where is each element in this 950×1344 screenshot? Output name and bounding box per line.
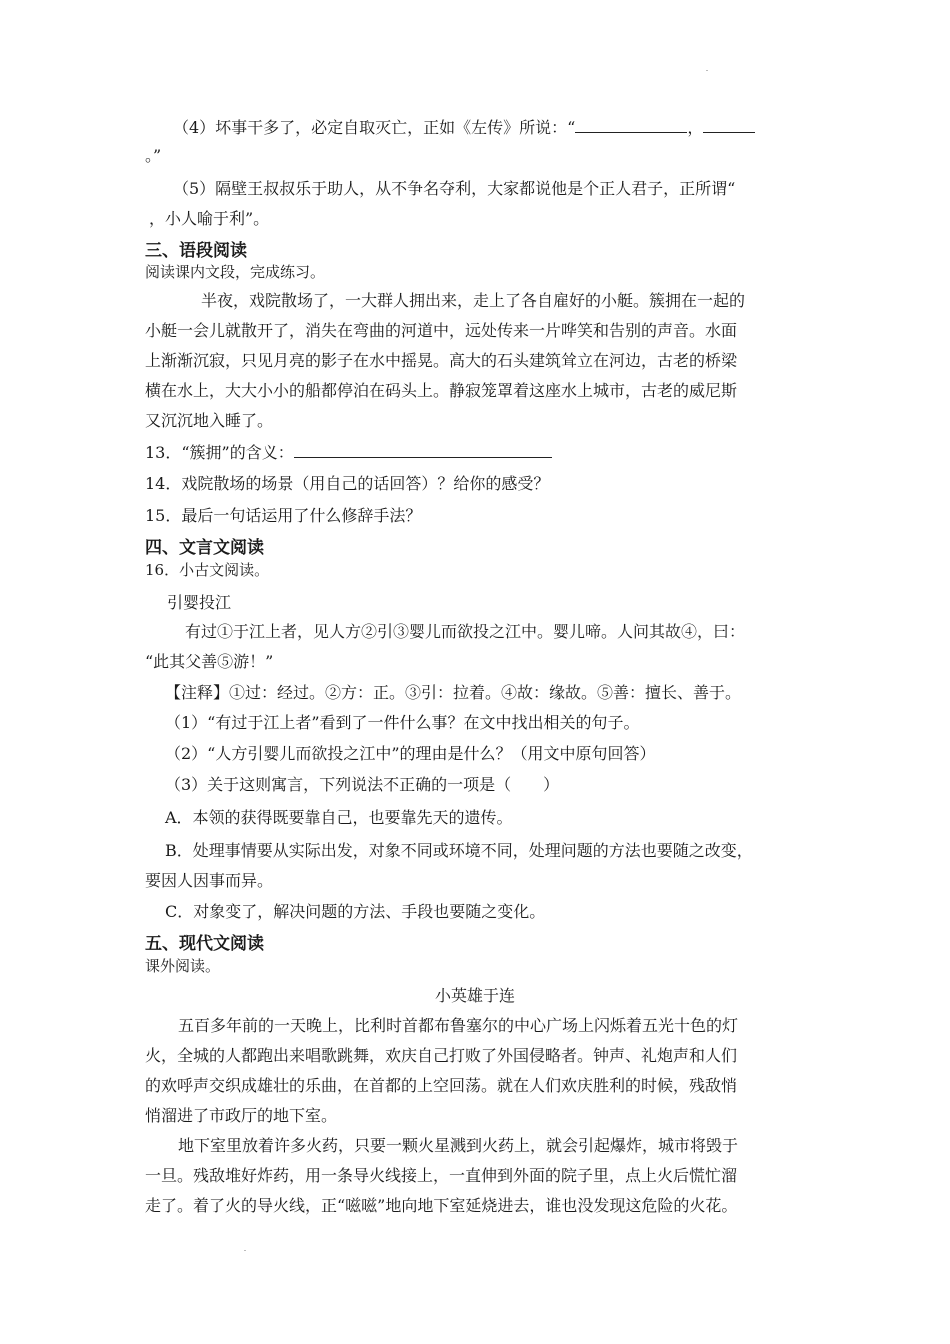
- question-13-text: 13．“簇拥”的含义：: [145, 443, 294, 462]
- page-corner-mark: [706, 70, 708, 71]
- story-line: 火，全城的人都跑出来唱歌跳舞，欢庆自己打败了外国侵略者。钟声、礼炮声和人们: [145, 1046, 738, 1065]
- option-b-continued: 要因人因事而异。: [145, 871, 274, 890]
- question-5-line2: [145, 208, 269, 230]
- passage-line: 半夜，戏院散场了，一大群人拥出来，走上了各自雇好的小艇。簇拥在一起的: [201, 291, 746, 310]
- story-line: “此其父善⑤游！”: [145, 652, 274, 671]
- question-5-tail: ，小人喻于利”。: [149, 209, 270, 228]
- passage-line: 小艇一会儿就散开了，消失在弯曲的河道中，远处传来一片哗笑和告别的声音。水面: [145, 321, 738, 340]
- question-4-text: （4）坏事干多了，必定自取灭亡，正如《左传》所说：“: [173, 118, 576, 137]
- passage-line: 横在水上，大大小小的船都停泊在码头上。静寂笼罩着这座水上城市，古老的威尼斯: [145, 381, 738, 400]
- story-line: 的欢呼声交织成雄壮的乐曲，在首都的上空回荡。就在人们欢庆胜利的时候，残敌悄: [145, 1076, 738, 1095]
- answer-blank[interactable]: [703, 116, 755, 133]
- sub-question-2: （2）“人方引婴儿而欲投之江中”的理由是什么？（用文中原句回答）: [165, 744, 656, 763]
- section-3-instruction: 阅读课内文段，完成练习。: [145, 263, 326, 281]
- question-16: 16．小古文阅读。: [145, 561, 270, 579]
- answer-blank[interactable]: [575, 116, 687, 133]
- section-5-title: 五、现代文阅读: [145, 934, 264, 954]
- question-4-separator: ，: [687, 118, 704, 137]
- question-13: [145, 441, 552, 464]
- question-14: 14．戏院散场的场景（用自己的话回答）？给你的感受？: [145, 474, 550, 493]
- page-footer-mark: [244, 1250, 246, 1251]
- story-title: 引婴投江: [167, 593, 232, 612]
- story-line: 有过①于江上者，见人方②引③婴儿而欲投之江中。婴儿啼。人问其故④，曰：: [185, 622, 746, 641]
- passage-line: 上渐渐沉寂，只见月亮的影子在水中摇晃。高大的石头建筑耸立在河边，古老的桥梁: [145, 351, 738, 370]
- section-4-title: 四、文言文阅读: [145, 538, 264, 558]
- option-c[interactable]: C．对象变了，解决问题的方法、手段也要随之变化。: [165, 902, 546, 921]
- passage-line: 又沉沉地入睡了。: [145, 411, 274, 430]
- story-title: 小英雄于连: [434, 986, 515, 1005]
- sub-question-3: （3）关于这则寓言，下列说法不正确的一项是（ ）: [165, 775, 560, 794]
- story-line: 地下室里放着许多火药，只要一颗火星溅到火药上，就会引起爆炸，城市将毁于: [178, 1136, 739, 1155]
- sub-question-1: （1）“有过于江上者”看到了一件什么事？在文中找出相关的句子。: [165, 713, 640, 732]
- section-5-instruction: 课外阅读。: [145, 957, 221, 975]
- question-5-line1: （5）隔壁王叔叔乐于助人，从不争名夺利，大家都说他是个正人君子，正所谓“: [173, 179, 736, 198]
- option-a[interactable]: A．本领的获得既要靠自己，也要靠先天的遗传。: [165, 808, 513, 827]
- notes: 【注释】①过：经过。②方：正。③引：拉着。④故：缘故。⑤善：擅长、善于。: [165, 683, 742, 702]
- question-15: 15．最后一句话运用了什么修辞手法？: [145, 506, 422, 525]
- answer-blank[interactable]: [294, 441, 552, 458]
- story-line: 走了。着了火的导火线，正“嗞嗞”地向地下室延烧进去，谁也没发现这危险的火花。: [145, 1196, 738, 1215]
- story-line: 一旦。残敌堆好炸药，用一条导火线接上，一直伸到外面的院子里，点上火后慌忙溜: [145, 1166, 738, 1185]
- option-b[interactable]: B．处理事情要从实际出发，对象不同或环境不同，处理问题的方法也要随之改变，: [165, 841, 753, 860]
- story-line: 五百多年前的一天晚上，比利时首都布鲁塞尔的中心广场上闪烁着五光十色的灯: [178, 1016, 739, 1035]
- question-4: [173, 116, 755, 139]
- story-line: 悄溜进了市政厅的地下室。: [145, 1106, 338, 1125]
- section-3-title: 三、语段阅读: [145, 241, 247, 261]
- question-4-end: 。”: [145, 146, 162, 165]
